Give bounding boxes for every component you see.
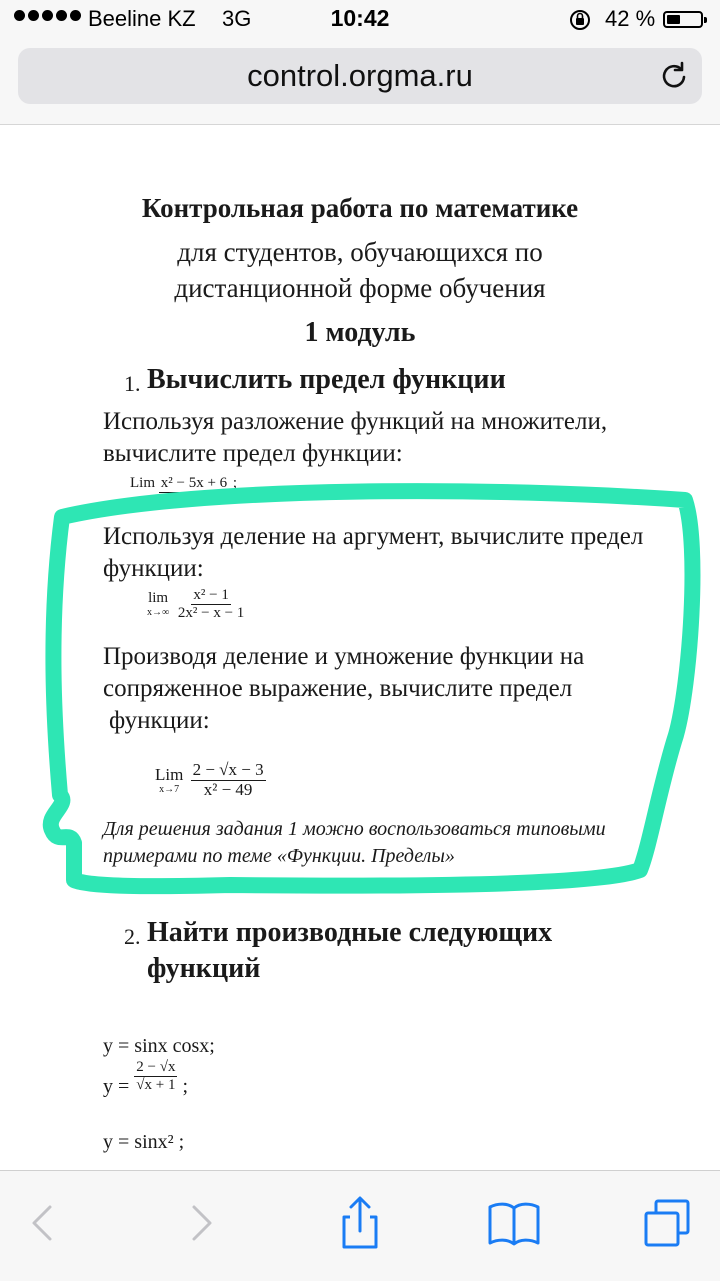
function-3: y = sinx² ; — [103, 1131, 185, 1153]
function-2-prefix: y = — [103, 1075, 130, 1098]
task-2-text-line-2: функции: — [103, 555, 204, 582]
note-line-2: примерами по теме «Функции. Пределы» — [103, 845, 455, 867]
task-2-formula — [147, 587, 246, 621]
battery-icon — [663, 11, 703, 28]
subtitle-line-1: для студентов, обучающихся по — [177, 237, 543, 267]
formula-denominator: √x + 1 — [136, 1076, 176, 1093]
task-1-formula — [130, 475, 237, 493]
formula-numerator: 2 − √x — [136, 1059, 176, 1075]
address-bar[interactable] — [18, 48, 702, 104]
network-type: 3G — [222, 6, 252, 31]
function-2 — [103, 1059, 189, 1105]
forward-arrow-icon[interactable] — [172, 1193, 232, 1253]
page-title: Контрольная работа по математике — [141, 193, 579, 223]
subtitle-line-2: дистанционной форме обучения — [174, 273, 546, 303]
url-text[interactable]: control.orgma.ru — [247, 58, 473, 93]
section-1-heading: Вычислить предел функции — [147, 364, 506, 395]
formula-denominator: x² − 49 — [203, 779, 253, 799]
task-3-text-line-3: функции: — [109, 707, 210, 734]
function-1: y = sinx cosx; — [103, 1035, 215, 1057]
task-3-text-line-2: сопряженное выражение, вычислите предел — [103, 675, 573, 702]
module-heading: 1 модуль — [304, 317, 416, 348]
browser-top-bar — [0, 40, 720, 125]
status-bar — [0, 0, 720, 40]
task-1-text-line-1: Используя разложение функций на множители, — [103, 408, 608, 435]
limit-subscript: x→7 — [159, 783, 180, 795]
limit-symbol: lim — [148, 589, 169, 606]
section-1-number: 1. — [124, 371, 141, 396]
limit-symbol: Lim — [130, 475, 155, 492]
limit-subscript: x→∞ — [147, 606, 170, 618]
rotation-lock-icon — [568, 8, 592, 32]
task-3-text-line-1: Производя деление и умножение функции на — [103, 643, 585, 670]
battery-fill — [667, 15, 680, 24]
formula-numerator: x² − 1 — [193, 587, 229, 603]
clock: 10:42 — [330, 5, 390, 31]
formula-numerator: x² − 5x + 6 — [160, 475, 228, 491]
book-icon[interactable] — [484, 1193, 544, 1253]
tabs-icon[interactable] — [638, 1193, 698, 1253]
browser-toolbar — [0, 1170, 720, 1281]
reload-icon[interactable] — [658, 60, 690, 92]
limit-symbol: Lim — [155, 764, 184, 784]
task-2-text-line-1: Используя деление на аргумент, вычислите предел — [103, 523, 644, 550]
back-arrow-icon[interactable] — [12, 1193, 72, 1253]
carrier-name: Beeline KZ — [88, 6, 196, 31]
formula-tail: ; — [232, 475, 238, 492]
section-2-heading-line-1: Найти производные следующих — [147, 917, 553, 948]
task-1-text-line-2: вычислите предел функции: — [103, 440, 403, 467]
task-3-formula — [155, 761, 266, 799]
formula-denominator: 2x² − x − 1 — [177, 604, 245, 621]
battery-percent: 42 % — [605, 6, 656, 31]
web-document — [0, 125, 720, 1170]
section-2-number: 2. — [124, 924, 141, 949]
share-icon[interactable] — [330, 1193, 390, 1253]
function-2-tail: ; — [182, 1075, 189, 1098]
note-line-1: Для решения задания 1 можно воспользоваться типовыми — [103, 818, 606, 840]
section-2-heading-line-2: функций — [147, 953, 261, 984]
formula-numerator: 2 − √x − 3 — [192, 760, 264, 779]
